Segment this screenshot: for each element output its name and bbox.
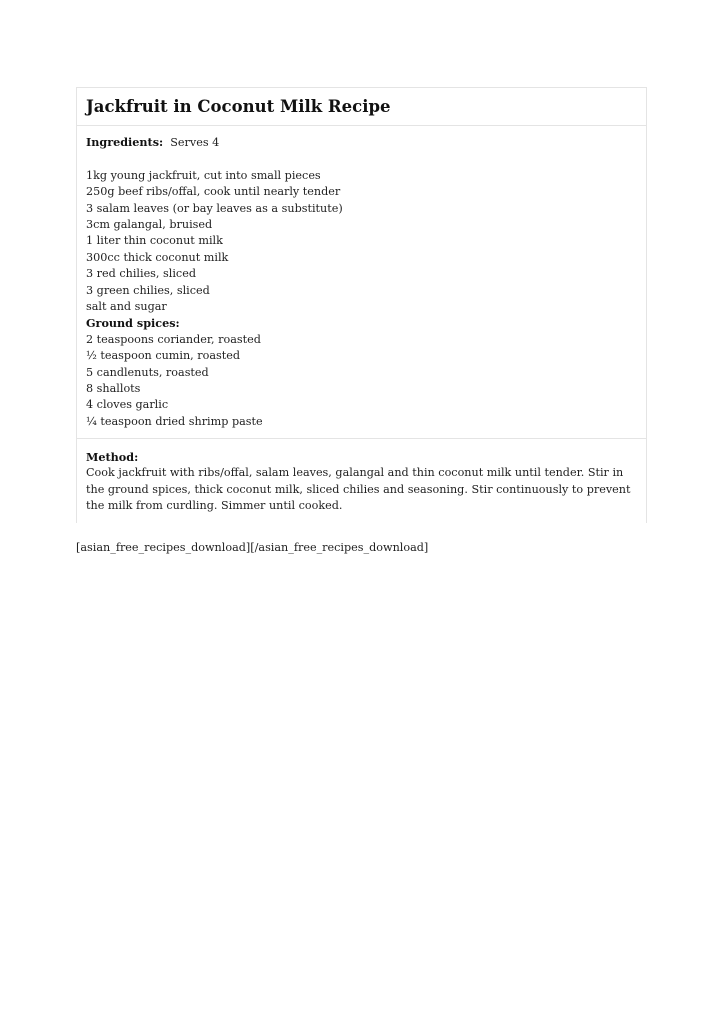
spice-item: 4 cloves garlic [86,398,169,412]
method-text: Cook jackfruit with ribs/offal, salam leaves, galangal and thin coconut milk until tender. Stir in the ground spices, thick coconut milk, sliced chilies and seasoning. Stir continuously to prevent the milk from curdling. Simmer until cooked. [86,466,631,513]
spice-item: 2 teaspoons coriander, roasted [86,332,261,346]
spice-item: ½ teaspoon cumin, roasted [86,349,241,363]
ingredient-item: 3 green chilies, sliced [86,283,210,297]
spice-item: 8 shallots [86,382,141,396]
ingredient-item: 250g beef ribs/offal, cook until nearly tender [86,185,341,199]
spice-item: 5 candlenuts, roasted [86,365,209,379]
ingredient-item: 3 red chilies, sliced [86,267,196,281]
ground-spices-label: Ground spices: [86,316,180,331]
ingredients-label: Ingredients: [86,135,164,149]
ingredient-item: 300cc thick coconut milk [86,250,229,264]
ingredient-item: salt and sugar [86,300,167,314]
ingredients-section [77,126,646,439]
ingredient-item: 1kg young jackfruit, cut into small pieces [86,168,321,182]
method-section [77,439,646,515]
recipe-card [76,87,647,523]
spice-item: ¼ teaspoon dried shrimp paste [86,414,263,428]
recipe-title: Jackfruit in Coconut Milk Recipe [86,97,391,116]
serves-text: Serves 4 [170,136,220,149]
recipe-header [77,88,646,126]
download-shortcode: [asian_free_recipes_download][/asian_free_recipes_download] [76,541,429,554]
ground-spices-list [86,332,637,430]
ingredients-header [86,134,637,151]
ingredients-list [86,168,637,316]
ingredient-item: 1 liter thin coconut milk [86,234,223,248]
ingredient-item: 3 salam leaves (or bay leaves as a substitute) [86,201,343,215]
method-label: Method: [86,450,139,464]
ingredient-item: 3cm galangal, bruised [86,218,213,232]
